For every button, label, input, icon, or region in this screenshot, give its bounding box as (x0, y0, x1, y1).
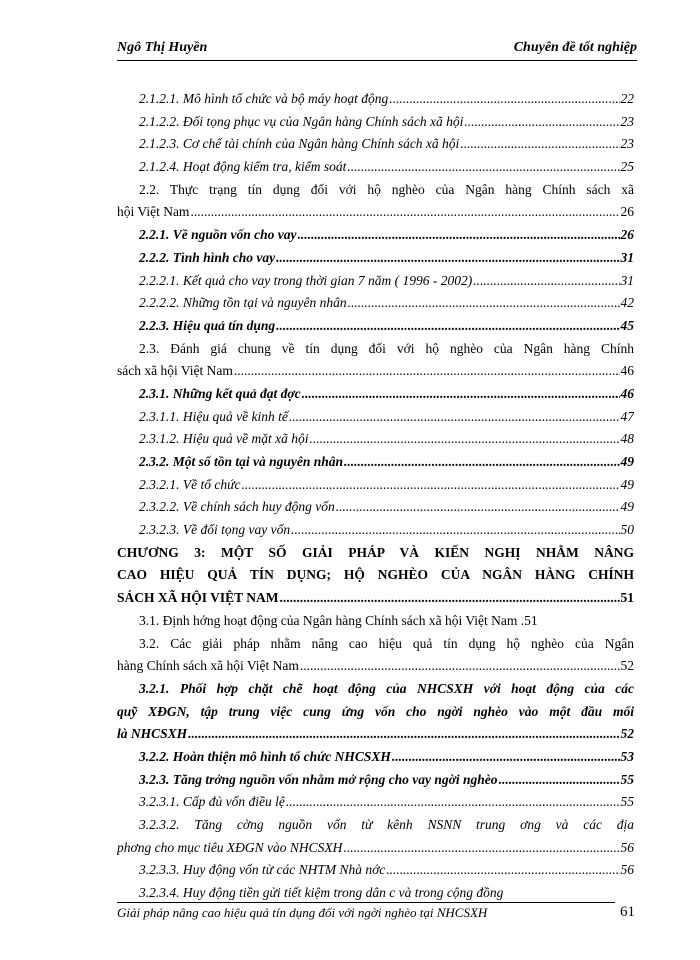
toc-entry[interactable]: 2.3.2.3. Về đối tọng vay vốn ..... 50 (117, 519, 634, 542)
toc-entry[interactable]: 3.2.3.4. Huy động tiền gửi tiết kiệm trong dân c và trong cộng đồng (139, 885, 504, 901)
toc-entry[interactable]: hàng Chính sách xã hội Việt Nam ..... 52 (117, 655, 634, 678)
toc-entry[interactable]: 2.3.1.2. Hiệu quả về mặt xã hội ..... 48 (117, 428, 634, 451)
toc-entry-line: 2.2. Thực trạng tín dụng đối với hộ nghèo của Ngân hàng Chính sách xã (139, 181, 634, 197)
toc-entry[interactable]: 3.2.2. Hoàn thiện mô hình tổ chức NHCSXH ..... 53 (117, 746, 634, 769)
toc-entry[interactable]: sách xã hội Việt Nam ..... 46 (117, 360, 634, 383)
header-rule (117, 60, 637, 61)
toc-entry[interactable]: 2.2.2. Tình hình cho vay ..... 31 (117, 247, 634, 270)
toc-entry[interactable]: 3.2.3.3. Huy động vốn từ các NHTM Nhà nớc ..... 56 (117, 859, 634, 882)
toc-entry[interactable]: 2.1.2.3. Cơ chế tài chính của Ngân hàng Chính sách xã hội ..... 23 (117, 133, 634, 156)
toc-chapter-line: CAO HIỆU QUẢ TÍN DỤNG; HỘ NGHÈO CỦA NGÂN HÀNG CHÍNH (117, 567, 634, 583)
table-of-contents (117, 88, 634, 905)
header-author: Ngô Thị Huyền (117, 40, 208, 55)
toc-entry[interactable]: 3.2.3.1. Cấp đủ vốn điều lệ ..... 55 (117, 791, 634, 814)
toc-entry[interactable]: là NHCSXH ..... 52 (117, 723, 634, 746)
toc-entry[interactable]: 3.2.3. Tăng trởng nguồn vốn nhằm mở rộng cho vay ngời nghèo ..... 55 (117, 769, 634, 792)
toc-entry[interactable]: 3.1. Định hớng hoạt động của Ngân hàng Chính sách xã hội Việt Nam . 51 (139, 612, 538, 628)
toc-entry[interactable]: 2.2.1. Về nguồn vốn cho vay ..... 26 (117, 224, 634, 247)
toc-entry[interactable]: hội Việt Nam ..... 26 (117, 201, 634, 224)
toc-entry[interactable]: 2.1.2.2. Đối tọng phục vụ của Ngân hàng Chính sách xã hội ..... 23 (117, 111, 634, 134)
toc-entry-line: 3.2.1. Phối hợp chặt chẽ hoạt động của NHCSXH với hoạt động của các (139, 680, 634, 696)
page-number: 61 (620, 904, 635, 920)
toc-entry[interactable]: 2.1.2.4. Hoạt động kiểm tra, kiểm soát ..... 25 (117, 156, 634, 179)
toc-entry-line: 3.2. Các giải pháp nhằm nâng cao hiệu quả tín dụng hộ nghèo của Ngân (139, 635, 634, 651)
footer-rule (117, 902, 615, 903)
toc-entry-line: 2.3. Đánh giá chung về tín dụng đối với hộ nghèo của Ngân hàng Chính (139, 340, 634, 356)
toc-entry[interactable]: 2.3.1.1. Hiệu quả về kinh tế ..... 47 (117, 406, 634, 429)
toc-entry[interactable]: 2.3.2.1. Về tổ chức ..... 49 (117, 474, 634, 497)
toc-entry-line: 3.2.3.2. Tăng cờng nguồn vốn từ kênh NSNN trung ơng và các địa (139, 817, 634, 832)
toc-entry[interactable]: 2.2.2.1. Kết quả cho vay trong thời gian 7 năm ( 1996 - 2002) ..... 31 (117, 270, 634, 293)
footer-title: Giải pháp nâng cao hiệu quả tín dụng đối với ngời nghèo tại NHCSXH (117, 905, 488, 920)
toc-chapter-entry[interactable]: SÁCH XÃ HỘI VIỆT NAM ..... 51 (117, 587, 634, 610)
toc-entry[interactable]: 2.3.2.2. Về chính sách huy động vốn ..... 49 (117, 496, 634, 519)
header-doc-type: Chuyên đề tốt nghiệp (513, 40, 637, 55)
toc-entry[interactable]: 2.3.1. Những kết quả đạt đợc ..... 46 (117, 383, 634, 406)
page-header (117, 40, 637, 60)
toc-entry[interactable]: 2.2.2.2. Những tồn tại và nguyên nhân ..... 42 (117, 292, 634, 315)
toc-entry[interactable]: 2.3.2. Một số tồn tại và nguyên nhân ..... 49 (117, 451, 634, 474)
toc-entry-line: quỹ XĐGN, tập trung việc cung ứng vốn cho ngời nghèo vào một đầu mối (117, 703, 634, 719)
toc-entry[interactable]: 2.2.3. Hiệu quả tín dụng ..... 45 (117, 315, 634, 338)
toc-chapter-line: CHƯƠNG 3: MỘT SỐ GIẢI PHÁP VÀ KIẾN NGHỊ NHẰM NÂNG (117, 544, 634, 560)
toc-entry[interactable]: phơng cho mục tiêu XĐGN vào NHCSXH ..... 56 (117, 837, 634, 860)
toc-entry[interactable]: 2.1.2.1. Mô hình tổ chức và bộ máy hoạt động ..... 22 (117, 88, 634, 111)
